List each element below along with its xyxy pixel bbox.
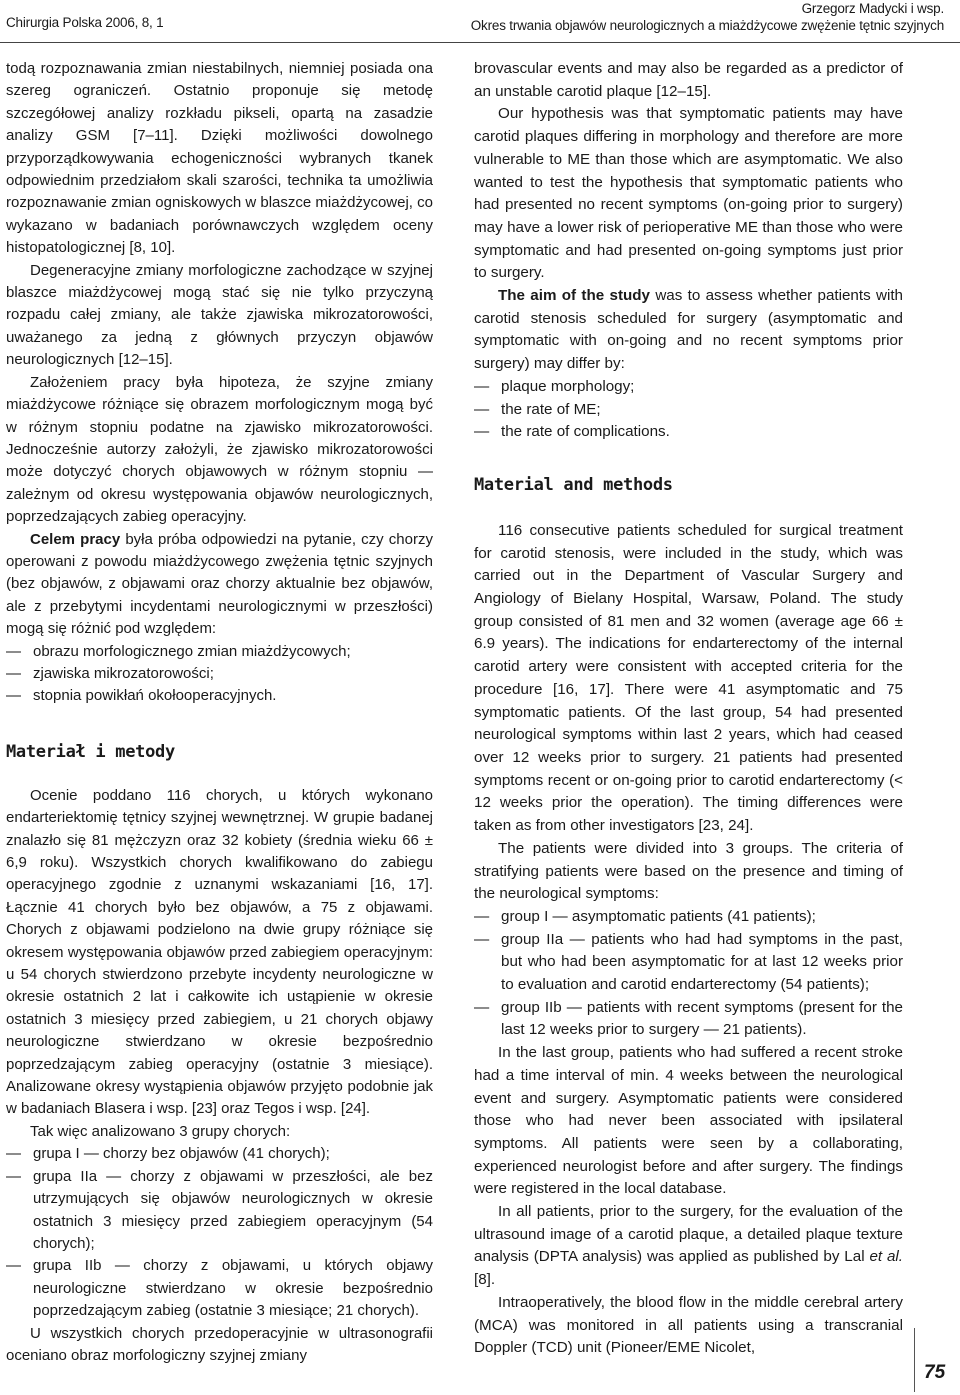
paragraph: In the last group, patients who had suffered a recent stroke had a time interval of min. 4 weeks between the neurological event and surgery. Asymptomatic patients were considered those who had never been associated with ipsilateral symptoms. All patients were seen by a collaborating, experienced neurologist before and after surgery. The findings were registered in the local database. <box>474 1044 903 1198</box>
paragraph <box>474 1201 903 1292</box>
list-item: — group IIa — patients who had had symptoms in the past, but who had been asymptomatic for at last 12 weeks prior to evaluation and carotid endarterectomy (54 patients); <box>474 929 903 997</box>
paragraph: todą rozpoznawania zmian niestabilnych, niemniej posiada ona szereg ograniczeń. Ostatnio proponuje się metodę szczegółowej analizy rozkładu pikseli, opartą na zasadzie analizy GSM [7–11]. Dzięki możliwości dowolnego przyporządkowywania echogeniczności wybranych tkanek odpowiednim przedziałom skali szarości, technika ta umożliwia rozpoznawanie zmian ogniskowych w blaszce miażdżycowej, co wykazano w badaniach porównawczych względem oceny histopatologicznej [8, 10]. <box>6 60 433 257</box>
aim-label: Celem pracy <box>30 530 121 548</box>
paragraph: U wszystkich chorych przedoperacyjnie w ultrasonografii oceniano obraz morfologiczny szyjnej zmiany <box>6 1324 433 1364</box>
aim-list <box>6 641 433 708</box>
list-item: — grupa IIa — chorzy z objawami w przeszłości, ale bez utrzymujących się objawów neurologicznych w okresie ostatnich 3 miesięcy przed zabiegiem operacyjnym (54 chorych); <box>6 1166 433 1256</box>
list-item: — stopnia powikłań okołooperacyjnych. <box>6 685 433 707</box>
list-item: — plaque morphology; <box>474 376 903 399</box>
aim-list <box>474 376 903 444</box>
header-title: Okres trwania objawów neurologicznych a miażdżycowe zwężenie tętnic szyjnych <box>470 18 944 33</box>
list-item: — group IIb — patients with recent symptoms (present for the last 12 weeks prior to surgery — 21 patients). <box>474 997 903 1042</box>
page-number-rule <box>914 1328 915 1392</box>
paragraph: Intraoperatively, the blood flow in the middle cerebral artery (MCA) was monitored in all patients using a transcranial Doppler (TCD) unit (Pioneer/EME Nicolet, <box>474 1293 903 1357</box>
paragraph: 116 consecutive patients scheduled for surgical treatment for carotid stenosis, were included in the study, which was carried out in the Department of Vascular Surgery and Angiology of Bielany Hospital, Warsaw, Poland. The study group consisted of 81 men and 32 women (average age 66 ± 6.9 years). The indications for endarterectomy of the internal carotid artery were consistent with accepted criteria for the procedure [16, 17]. There were 41 asymptomatic and 75 symptomatic patients. Of the last group, 54 had presented neurological symptoms within last 2 years, which had ceased over 12 weeks prior to surgery. 21 patients had presented symptoms recent or on-going prior to carotid endarterectomy (< 12 weeks prior the operation). The timing differences were taken as from other investigators [23, 24]. <box>474 521 903 835</box>
et-al: et al. <box>869 1248 903 1266</box>
list-item: — zjawiska mikrozatorowości; <box>6 663 433 685</box>
paragraph: Our hypothesis was that symptomatic patients may have carotid plaques differing in morphology and therefore are more vulnerable to ME than those which are asymptomatic. We also wanted to test the hypothesis that symptomatic patients who had presented no recent symptoms (on-going prior to surgery) may have a lower risk of perioperative ME than those who were symptomatic and had presented on-going symptoms just prior to surgery. <box>474 105 903 282</box>
section-heading: Materiał i metody <box>6 741 175 762</box>
left-column-polish <box>6 58 433 1367</box>
list-item: — grupa I — chorzy bez objawów (41 chorych); <box>6 1143 433 1165</box>
paragraph: The patients were divided into 3 groups. The criteria of stratifying patients were based on the presence and timing of the neurological symptoms: <box>474 839 903 903</box>
dpta-text: In all patients, prior to the surgery, for the evaluation of the ultrasound image of a carotid plaque, a detailed plaque texture analysis (DPTA analysis) was applied as published by Lal <box>474 1203 903 1266</box>
header-right <box>471 0 944 34</box>
paragraph-aim <box>474 285 903 376</box>
header-rule <box>0 42 960 43</box>
paragraph: Tak więc analizowano 3 grupy chorych: <box>30 1122 291 1140</box>
header-authors: Grzegorz Madycki i wsp. <box>801 1 944 16</box>
groups-list <box>474 906 903 1042</box>
right-column-english <box>474 58 903 1360</box>
journal-citation: Chirurgia Polska 2006, 8, 1 <box>6 15 164 30</box>
groups-list <box>6 1143 433 1322</box>
page-number: 75 <box>924 1362 946 1383</box>
section-heading: Material and methods <box>474 474 673 495</box>
list-item: — the rate of ME; <box>474 399 903 422</box>
paragraph: Degeneracyjne zmiany morfologiczne zachodzące w szyjnej blaszce miażdżycowej mogą stać się nie tylko przyczyną rozpadu całej zmiany, ale także zjawiska mikrozatorowości, uważanego za jedną z głównych przyczyn objawów neurologicznych [12–15]. <box>6 261 433 369</box>
paragraph-aim <box>6 529 433 641</box>
aim-label: The aim of the study <box>498 287 651 305</box>
list-item: — obrazu morfologicznego zmian miażdżycowych; <box>6 641 433 663</box>
running-header <box>0 0 960 44</box>
list-item: — grupa IIb — chorzy z objawami, u których objawy neurologiczne stwierdzano w okresie bezpośrednio poprzedzającym zabieg (ostatnie 3 miesiące; 21 chorych). <box>6 1255 433 1322</box>
paragraph: Ocenie poddano 116 chorych, u których wykonano endarteriektomię tętnicy szyjnej wewnętrznej. W grupie badanej znalazło się 81 mężczyzn oraz 32 kobiety (średnia wieku 66 ± 6,9 roku). Wszystkich chorych kwalifikowano do zabiegu operacyjnego zgodnie z uznanymi wskazaniami [16, 17]. Łącznie 41 chorych było bez objawów, a 75 z objawami. Chorych z objawami podzielono na dwie grupy różniące się okresem występowania objawów przed zabiegiem operacyjnym: u 54 chorych stwierdzono przebyte incydenty neurologiczne w okresie ostatnich 2 lat i całkowite ich ustąpienie w okresie ostatnich 3 miesięcy przed zabiegiem, u 21 chorych objawy neurologiczne stwierdzano w okresie bezpośrednio poprzedzającym zabieg operacyjny (ostatnie 3 miesiące). Analizowane okresy wystąpienia objawów przyjęto podobnie jak w badaniach Blasera i wsp. [23] oraz Tegos i wsp. [24]. <box>6 786 433 1118</box>
paragraph: brovascular events and may also be regarded as a predictor of an unstable carotid plaque [12–15]. <box>474 60 903 100</box>
list-item: — group I — asymptomatic patients (41 patients); <box>474 906 903 929</box>
paragraph: Założeniem pracy była hipoteza, że szyjne zmiany miażdżycowe różniące się obrazem morfologicznym mogą być w różnym stopniu podatne na zjawisko mikrozatorowości. Jednocześnie autorzy założyli, że zjawisko mikrozatorowości może dotyczyć chorych objawowych w różnym stopniu — zależnym od okresu występowania objawów neurologicznych, poprzedzających zabieg operacyjny. <box>6 373 433 526</box>
dpta-ref: [8]. <box>474 1271 496 1289</box>
list-item: — the rate of complications. <box>474 421 903 444</box>
aim-text: was to assess whether patients with carotid stenosis scheduled for surgery (asymptomatic and symptomatic with on-going and no recent symptoms prior surgery) may differ by: <box>474 287 904 373</box>
aim-text: była próba odpowiedzi na pytanie, czy chorzy operowani z powodu miażdżycowego zwężenia tętnic szyjnych (bez objawów, z objawami oraz chorzy aktualnie bez objawów, ale z przebytymi incydentami neurologicznymi w przeszłości) mogą się różnić pod względem: <box>6 530 433 638</box>
